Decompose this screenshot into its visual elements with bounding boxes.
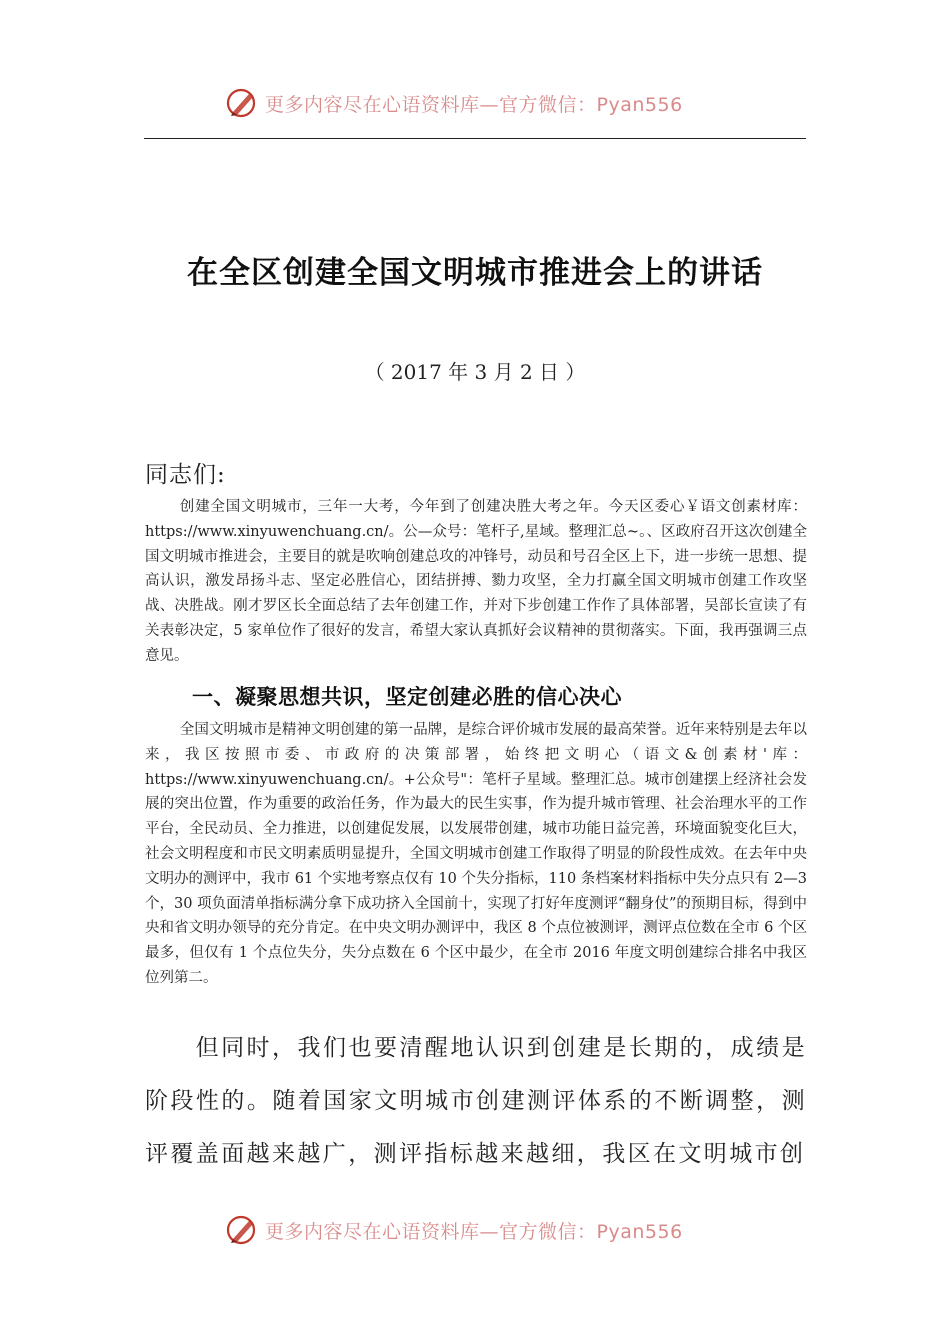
- pen-logo-icon: [225, 1213, 259, 1247]
- header-banner-text: [265, 90, 683, 117]
- header-banner[interactable]: [225, 86, 745, 120]
- footer-banner[interactable]: [225, 1213, 745, 1247]
- pen-logo-icon: [225, 86, 259, 120]
- header-divider: [144, 138, 806, 139]
- footer-wechat-id: Pyan556: [596, 1220, 683, 1243]
- document-date: （ 2017 年 3 月 2 日 ）: [364, 360, 586, 384]
- section-1-paragraph: 全国文明城市是精神文明创建的第一品牌，是综合评价城市发展的最高荣誉。近年来特别是去年以来，我区按照市委、市政府的决策部署，始终把文明心（语文&创素材'库：https://www.xinyuwenchuang.cn/。+公众号"：笔杆子星域。整理汇总。城市创建摆上经济社会发展的突出位置，作为重要的政治任务，作为最大的民生实事，作为提升城市管理、社会治理水平的工作平台，全民动员、全力推进，以创建促发展，以发展带创建，城市功能日益完善，环境面貌变化巨大，社会文明程度和市民文明素质明显提升，全国文明城市创建工作取得了明显的阶段性成效。在去年中央文明办的测评中，我市 61 个实地考察点仅有 10 个失分指标，110 条档案材料指标中失分点只有 2—3 个，30 项负面清单指标满分拿下成功挤入全国前十，实现了打好年度测评“翻身仗”的预期目标，得到中央和省文明办领导的充分肯定。在中央文明办测评中，我区 8 个点位被测评，测评点位数在全市 6 个区最多，但仅有 1 个点位失分，失分点数在 6 个区中最少，在全市 2016 年度文明创建综合排名中我区位列第二。: [145, 722, 807, 986]
- footer-banner-label: 更多内容尽在心语资料库—官方微信：: [265, 1220, 597, 1243]
- intro-paragraph: 创建全国文明城市，三年一大考，今年到了创建决胜大考之年。今天区委心￥语文创素材库：https://www.xinyuwenchuang.cn/。公—众号：笔杆子,星域。整理汇总~。、区政府召开这次创建全国文明城市推进会，主要目的就是吹响创建总攻的冲锋号，动员和号召全区上下，进一步统一思想、提高认识，激发昂扬斗志、坚定必胜信心，团结拼搏、勠力攻坚，全力打赢全国文明城市创建工作攻坚战、决胜战。刚才罗区长全面总结了去年创建工作，并对下步创建工作作了具体部署，吴部长宣读了有关表彰决定，5 家单位作了很好的发言，希望大家认真抓好会议精神的贯彻落实。下面，我再强调三点意见。: [145, 499, 807, 664]
- header-wechat-id: Pyan556: [596, 93, 683, 116]
- header-banner-label: 更多内容尽在心语资料库—官方微信：: [265, 93, 597, 116]
- section-1-heading: 一、凝聚思想共识，坚定创建必胜的信心决心: [192, 685, 622, 709]
- footer-banner-text: [265, 1217, 683, 1244]
- continuation-paragraph: 但同时，我们也要清醒地认识到创建是长期的，成绩是阶段性的。随着国家文明城市创建测评体系的不断调整，测评覆盖面越来越广，测评指标越来越细，我区在文明城市创: [145, 1035, 807, 1167]
- document-title: 在全区创建全国文明城市推进会上的讲话: [187, 255, 763, 291]
- salutation: 同志们:: [145, 462, 226, 488]
